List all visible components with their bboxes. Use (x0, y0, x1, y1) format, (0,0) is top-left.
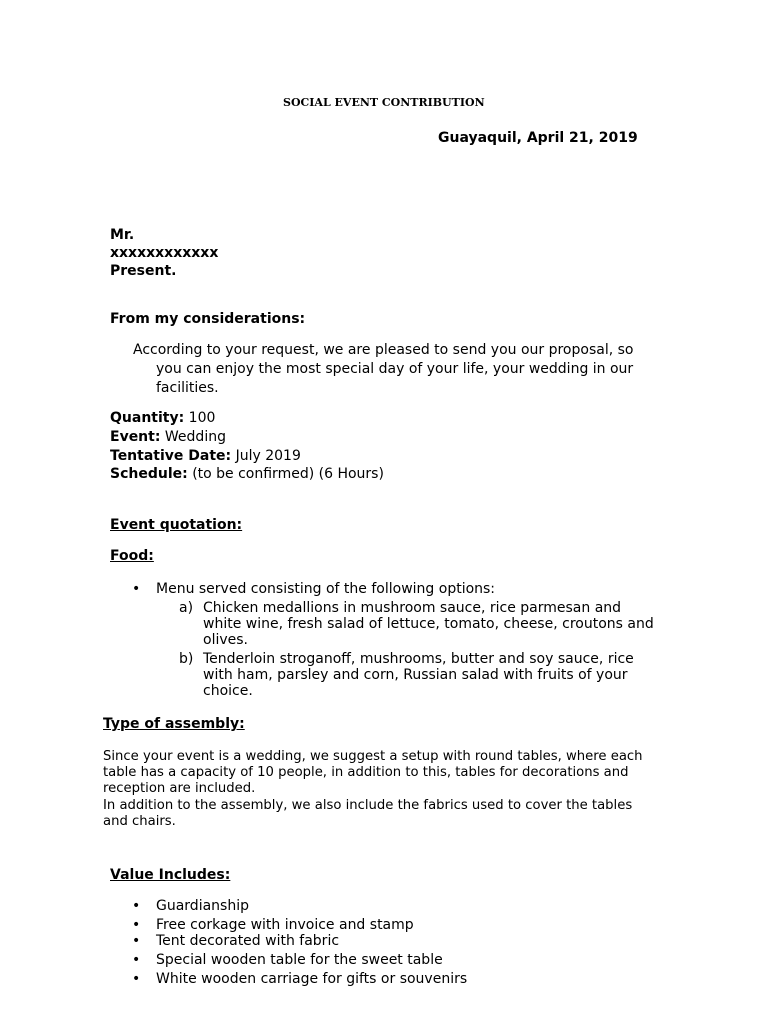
detail-label: Event: (110, 429, 161, 445)
value-includes-heading: Value Includes: (110, 867, 231, 883)
detail-value: 100 (188, 410, 216, 426)
detail-quantity (110, 410, 215, 426)
value-item: Special wooden table for the sweet table (156, 952, 443, 968)
intro-line-1: According to your request, we are pleased to send you our proposal, so (133, 342, 634, 358)
assembly-heading: Type of assembly: (103, 716, 245, 732)
option-marker: b) (179, 651, 194, 667)
option-b-line-1: Tenderloin stroganoff, mushrooms, butter and soy sauce, rice (203, 651, 634, 667)
value-item: White wooden carriage for gifts or souvenirs (156, 971, 468, 987)
assembly-line-2: table has a capacity of 10 people, in addition to this, tables for decorations and (103, 765, 629, 780)
assembly-line-4: In addition to the assembly, we also include the fabrics used to cover the tables (103, 798, 633, 813)
detail-event (110, 429, 226, 445)
food-heading: Food: (110, 548, 154, 564)
option-b-line-3: choice. (203, 683, 253, 699)
quotation-heading: Event quotation: (110, 517, 243, 533)
bullet-icon: • (132, 933, 141, 949)
detail-value: Wedding (164, 429, 226, 445)
option-b-line-2: with ham, parsley and corn, Russian salad with fruits of your (203, 667, 628, 683)
recipient-present: Present. (110, 263, 177, 279)
menu-intro: Menu served consisting of the following options: (156, 581, 496, 597)
bullet-icon: • (132, 581, 141, 597)
option-a-line-1: Chicken medallions in mushroom sauce, rice parmesan and (203, 600, 622, 616)
detail-value: (to be confirmed) (6 Hours) (192, 466, 384, 482)
assembly-line-1: Since your event is a wedding, we suggest a setup with round tables, where each (103, 749, 643, 764)
recipient-name: xxxxxxxxxxxx (110, 245, 219, 261)
document-title: SOCIAL EVENT CONTRIBUTION (283, 96, 485, 109)
option-a-line-3: olives. (203, 632, 248, 648)
detail-value: July 2019 (235, 448, 301, 464)
place-date: Guayaquil, April 21, 2019 (438, 130, 638, 146)
value-item: Free corkage with invoice and stamp (156, 917, 414, 933)
intro-line-3: facilities. (156, 380, 219, 396)
assembly-line-5: and chairs. (103, 814, 176, 829)
value-item: Guardianship (156, 898, 249, 914)
option-marker: a) (179, 600, 194, 616)
option-a-line-2: white wine, fresh salad of lettuce, tomato, cheese, croutons and (203, 616, 654, 632)
bullet-icon: • (132, 917, 141, 933)
bullet-icon: • (132, 971, 141, 987)
greeting: From my considerations: (110, 311, 306, 327)
recipient-salutation: Mr. (110, 227, 135, 243)
detail-schedule (110, 466, 384, 482)
value-item: Tent decorated with fabric (156, 933, 340, 949)
detail-label: Schedule: (110, 466, 188, 482)
detail-tentative-date (110, 448, 301, 464)
bullet-icon: • (132, 952, 141, 968)
intro-line-2: you can enjoy the most special day of your life, your wedding in our (156, 361, 634, 377)
assembly-line-3: reception are included. (103, 781, 256, 796)
bullet-icon: • (132, 898, 141, 914)
detail-label: Tentative Date: (110, 448, 232, 464)
detail-label: Quantity: (110, 410, 185, 426)
